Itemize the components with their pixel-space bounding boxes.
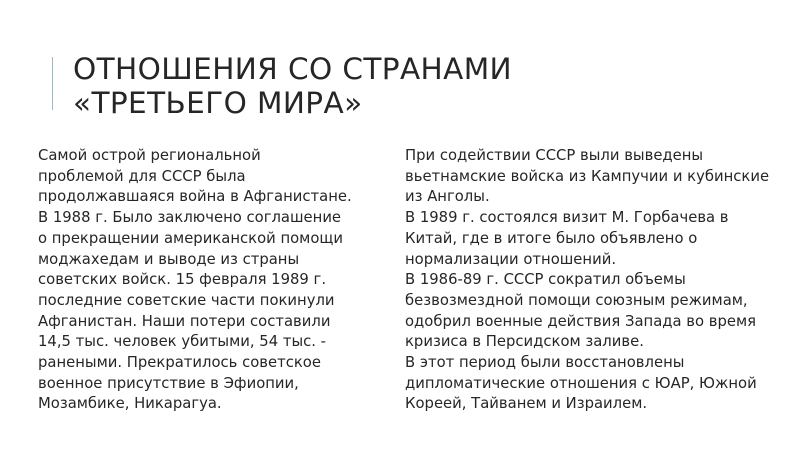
right-text-line: Китай, где в итоге было объявлено о xyxy=(405,229,698,247)
left-text-line: В 1988 г. Было заключено соглашение xyxy=(38,209,342,227)
title-line: «ТРЕТЬЕГО МИРА» xyxy=(73,86,363,120)
right-text-line: нормализации отношений. xyxy=(405,250,617,268)
right-text-line: В этот период были восстановлены xyxy=(405,354,685,372)
left-text-line: ранеными. Прекратилось советское xyxy=(38,354,321,372)
right-text-line: При содействии СССР выли выведены xyxy=(405,147,704,164)
left-text-line: Афганистан. Наши потери составили xyxy=(38,312,331,330)
left-text-line: о прекращении американской помощи xyxy=(38,229,343,247)
right-text-line: кризиса в Персидском заливе. xyxy=(405,333,644,351)
left-text-line: Мозамбике, Никарагуа. xyxy=(38,395,222,413)
right-text-line: дипломатические отношения с ЮАР, Южной xyxy=(405,374,757,392)
right-text-line: В 1986-89 г. СССР сократил объемы xyxy=(405,271,686,289)
title-line: ОТНОШЕНИЯ СО СТРАНАМИ xyxy=(73,52,513,86)
right-text-line: безвозмездной помощи союзным режимам, xyxy=(405,291,748,309)
left-text-line: советских войск. 15 февраля 1989 г. xyxy=(38,271,327,289)
right-text-line: одобрил военные действия Запада во время xyxy=(405,312,757,330)
slide-title xyxy=(73,52,512,120)
right-text-column xyxy=(405,146,790,415)
right-text-line: Кореей, Тайванем и Израилем. xyxy=(405,395,648,413)
title-accent-line xyxy=(52,57,53,110)
right-text-line: из Анголы. xyxy=(405,188,490,206)
left-text-line: 14,5 тыс. человек убитыми, 54 тыс. - xyxy=(38,333,327,351)
left-text-line: продолжавшаяся война в Афганистане. xyxy=(38,188,352,206)
left-text-column xyxy=(38,146,390,415)
left-text-line: проблемой для СССР была xyxy=(38,167,246,185)
left-text-line: моджахедам и выводе из страны xyxy=(38,250,300,268)
left-text-line: Самой острой региональной xyxy=(38,147,261,164)
left-text-line: военное присутствие в Эфиопии, xyxy=(38,374,299,392)
right-text-line: В 1989 г. состоялся визит М. Горбачева в xyxy=(405,209,729,227)
left-text-line: последние советские части покинули xyxy=(38,291,335,309)
right-text-line: вьетнамские войска из Кампучии и кубинские xyxy=(405,167,770,185)
